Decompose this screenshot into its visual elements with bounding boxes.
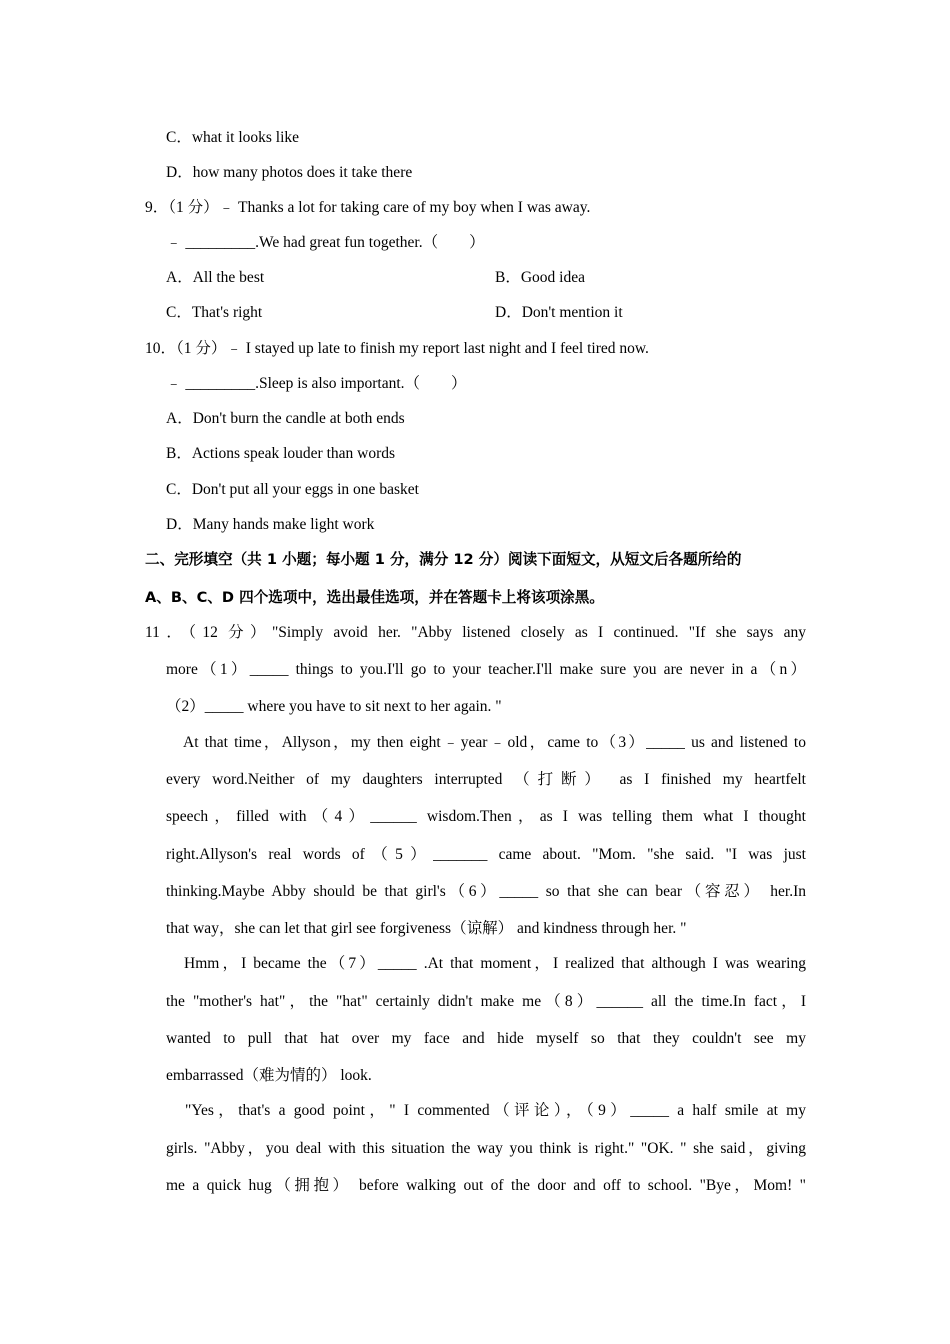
q9-option-a: A．All the best [166, 269, 265, 286]
q8-option-c: C．what it looks like [166, 129, 300, 146]
q9-option-c: C．That's right [166, 304, 263, 321]
passage-line: girls. "Abby，you deal with this situation the way you think is right." "OK. " she said，giving [166, 1140, 806, 1157]
passage-line: （2）_____ where you have to sit next to her again. " [166, 698, 502, 715]
passage-line: that way，she can let that girl see forgiveness（谅解） and kindness through her. " [166, 920, 687, 937]
q9-stem: 9．（1 分）﹣ Thanks a lot for taking care of my boy when I was away. [145, 199, 591, 216]
q10-option-b: B．Actions speak louder than words [166, 445, 396, 462]
q9-option-d: D．Don't mention it [495, 304, 623, 321]
passage-line: wanted to pull that hat over my face and hide myself so that they couldn't see my [166, 1030, 806, 1047]
passage-line: At that time，Allyson，my then eight﹣year﹣old，came to（3）_____ us and listened to [183, 734, 806, 751]
passage-line: the "mother's hat"，the "hat" certainly didn't make me（8）______ all the time.In fact，I [166, 993, 806, 1010]
q10-stem: 10．（1 分）﹣ I stayed up late to finish my report last night and I feel tired now. [145, 340, 649, 357]
passage-line: embarrassed（难为情的） look. [166, 1067, 372, 1084]
section-heading-line2: A、B、C、D 四个选项中，选出最佳选项，并在答题卡上将该项涂黑。 [145, 589, 604, 606]
passage-line: Hmm，I became the（7）_____ .At that moment，I realized that although I was wearing [184, 955, 806, 972]
section-heading-line1: 二、完形填空（共 1 小题；每小题 1 分，满分 12 分）阅读下面短文，从短文后各题所给的 [145, 551, 742, 568]
passage-line: right.Allyson's real words of（5）_______ came about. "Mom. "she said. "I was just [166, 846, 806, 863]
passage-line: 11．（12 分）"Simply avoid her. "Abby listened closely as I continued. "If she says any [145, 624, 806, 641]
passage-line: thinking.Maybe Abby should be that girl's（6）_____ so that she can bear（容忍） her.In [166, 883, 806, 900]
q10-blank-line: ﹣ _________.Sleep is also important.（ ） [166, 375, 467, 392]
passage-line: "Yes，that's a good point，" I commented（评论），（9）_____ a half smile at my [185, 1102, 806, 1119]
passage-line: me a quick hug（拥抱） before walking out of the door and off to school. "Bye，Mom! " [166, 1177, 806, 1194]
q9-blank-line: ﹣ _________.We had great fun together.（ ） [166, 234, 485, 251]
q10-option-a: A．Don't burn the candle at both ends [166, 410, 405, 427]
q8-option-d: D．how many photos does it take there [166, 164, 413, 181]
q10-option-d: D．Many hands make light work [166, 516, 375, 533]
q10-option-c: C．Don't put all your eggs in one basket [166, 481, 419, 498]
passage-line: every word.Neither of my daughters interrupted （打断） as I finished my heartfelt [166, 771, 806, 788]
passage-line: speech，filled with（4）______ wisdom.Then，as I was telling them what I thought [166, 808, 806, 825]
q9-option-b: B．Good idea [495, 269, 585, 286]
passage-line: more（1）_____ things to you.I'll go to your teacher.I'll make sure you are never in a（n） [166, 661, 806, 678]
